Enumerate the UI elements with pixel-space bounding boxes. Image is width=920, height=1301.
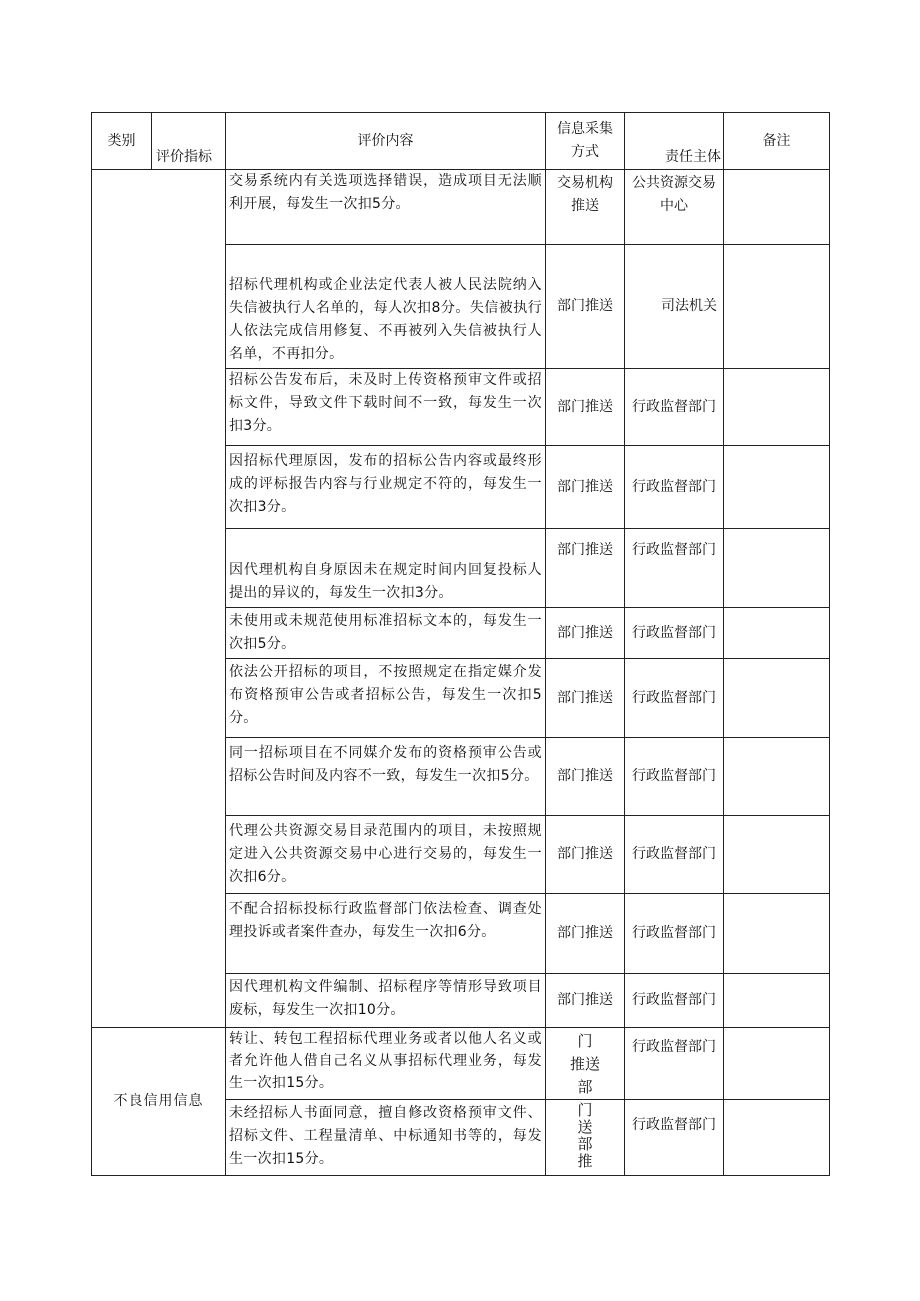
row-content: 招标代理机构或企业法定代表人被人民法院纳入失信被执行人名单的，每人次扣8分。失信被执行人依法完成信用修复、不再被列入失信被执行人名单，不再扣分。 <box>226 245 546 369</box>
row-responsible: 行政监督部门 <box>625 446 724 529</box>
row-content: 未使用或未规范使用标准招标文本的，每发生一次扣5分。 <box>226 608 546 659</box>
row-note <box>724 1028 830 1100</box>
row-note <box>724 446 830 529</box>
row-method: 部门推送 <box>546 369 625 446</box>
row-method: 部门推送 <box>546 608 625 659</box>
header-responsible: 责任主体 <box>625 113 724 170</box>
row-content: 招标公告发布后，未及时上传资格预审文件或招标文件，导致文件下载时间不一致，每发生一次扣3分。 <box>226 369 546 446</box>
header-content: 评价内容 <box>226 113 546 170</box>
row-note <box>724 608 830 659</box>
row-responsible: 行政监督部门 <box>625 1028 724 1100</box>
header-row <box>92 113 830 170</box>
row-method: 交易机构推送 <box>546 170 625 245</box>
row-responsible: 行政监督部门 <box>625 816 724 894</box>
table-row <box>92 170 830 245</box>
row-note <box>724 529 830 608</box>
header-indicator: 评价指标 <box>152 113 226 170</box>
row-content: 不配合招标投标行政监督部门依法检查、调查处理投诉或者案件查办，每发生一次扣6分。 <box>226 894 546 974</box>
row-method-part: 送 <box>577 1118 593 1136</box>
header-method-line2: 方式 <box>571 144 599 160</box>
row-note <box>724 894 830 974</box>
header-method <box>546 113 625 170</box>
row-method: 部门推送 <box>546 738 625 816</box>
row-method-part: 推 <box>577 1152 593 1170</box>
row-responsible: 公共资源交易中心 <box>625 170 724 245</box>
row-responsible: 行政监督部门 <box>625 608 724 659</box>
row-note <box>724 738 830 816</box>
category-cell-blank <box>92 170 226 1028</box>
row-note <box>724 245 830 369</box>
row-note <box>724 170 830 245</box>
row-responsible: 行政监督部门 <box>625 974 724 1028</box>
row-note <box>724 369 830 446</box>
row-content: 同一招标项目在不同媒介发布的资格预审公告或招标公告时间及内容不一致，每发生一次扣5分。 <box>226 738 546 816</box>
row-content: 代理公共资源交易目录范围内的项目，未按照规定进入公共资源交易中心进行交易的，每发生一次扣6分。 <box>226 816 546 894</box>
row-method-part: 门 <box>577 1032 593 1050</box>
row-note <box>724 1100 830 1176</box>
row-method-part: 部 <box>577 1135 593 1153</box>
row-method <box>546 1028 625 1100</box>
row-method: 部门推送 <box>546 974 625 1028</box>
row-responsible: 行政监督部门 <box>625 369 724 446</box>
row-content: 未经招标人书面同意，擅自修改资格预审文件、招标文件、工程量清单、中标通知书等的，每发生一次扣15分。 <box>226 1100 546 1176</box>
row-method-part: 门 <box>577 1101 593 1119</box>
row-method: 部门推送 <box>546 659 625 738</box>
row-content: 依法公开招标的项目，不按照规定在指定媒介发布资格预审公告或者招标公告，每发生一次扣5分。 <box>226 659 546 738</box>
row-content: 因代理机构自身原因未在规定时间内回复投标人提出的异议的，每发生一次扣3分。 <box>226 529 546 608</box>
row-method: 部门推送 <box>546 446 625 529</box>
row-content: 因招标代理原因，发布的招标公告内容或最终形成的评标报告内容与行业规定不符的，每发生一次扣3分。 <box>226 446 546 529</box>
row-method: 部门推送 <box>546 894 625 974</box>
row-responsible: 行政监督部门 <box>625 659 724 738</box>
row-note <box>724 659 830 738</box>
row-method <box>546 1100 625 1176</box>
row-responsible: 行政监督部门 <box>625 1100 724 1176</box>
row-method-part: 推送 <box>569 1055 600 1073</box>
row-method: 部门推送 <box>546 529 625 608</box>
table-row <box>92 1028 830 1100</box>
row-method: 部门推送 <box>546 245 625 369</box>
row-content: 交易系统内有关选项选择错误，造成项目无法顺利开展，每发生一次扣5分。 <box>226 170 546 245</box>
row-responsible: 行政监督部门 <box>625 738 724 816</box>
row-note <box>724 816 830 894</box>
row-note <box>724 974 830 1028</box>
category-label: 不良信用信息 <box>92 1028 226 1176</box>
credit-evaluation-table <box>91 112 830 1176</box>
header-method-line1: 信息采集 <box>557 121 613 137</box>
row-method: 部门推送 <box>546 816 625 894</box>
row-responsible: 行政监督部门 <box>625 529 724 608</box>
row-responsible: 司法机关 <box>625 245 724 369</box>
row-responsible: 行政监督部门 <box>625 894 724 974</box>
header-category: 类别 <box>92 113 152 170</box>
row-content: 因代理机构文件编制、招标程序等情形导致项目废标，每发生一次扣10分。 <box>226 974 546 1028</box>
header-note: 备注 <box>724 113 830 170</box>
row-method-part: 部 <box>577 1078 593 1096</box>
row-content: 转让、转包工程招标代理业务或者以他人名义或者允许他人借自己名义从事招标代理业务，每发生一次扣15分。 <box>226 1028 546 1100</box>
